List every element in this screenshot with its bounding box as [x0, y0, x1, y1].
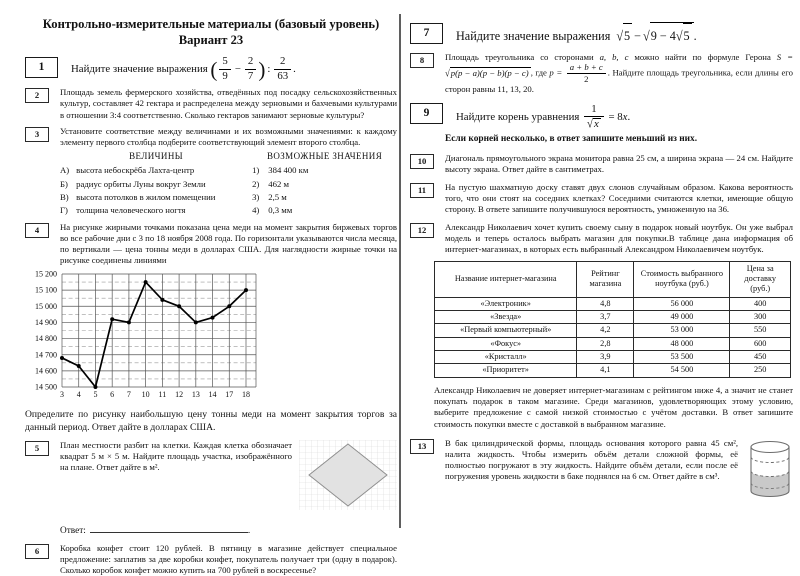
sqrt-expression: √9 − 4√5 [643, 22, 694, 48]
cylinder-tank-figure [747, 440, 793, 503]
variable-x: x [622, 110, 628, 123]
heron-radicand: p(p − a)(p − b)(p − c) [450, 67, 529, 78]
radical-sign: √ [616, 28, 624, 44]
problem-13 [410, 438, 793, 503]
problem-9-body [456, 102, 793, 132]
radical-sign: √ [587, 117, 593, 131]
problem-3-text: Установите соответствие между величинами и их возможными значениями: к каждому элементу первого столбца подберите соответствующий элемент второго столбца. [60, 125, 397, 147]
svg-text:14 600: 14 600 [35, 366, 57, 376]
problem-8 [410, 52, 793, 96]
table-cell: 53 000 [634, 324, 730, 337]
problem-13-text: В бак цилиндрической формы, площадь основания которого равна 45 см², налита жидкость. Чтобы измерить объём детали сложной формы, её полностью погружают в эту жидкость. Найдите объём детали, если после её погружения уровень жидкости в баке поднялся на 6 см. Ответ дайте в см³. [445, 437, 738, 482]
svg-text:6: 6 [110, 390, 115, 400]
problem-3-number: 3 [25, 127, 49, 142]
problem-1-number: 1 [25, 57, 58, 78]
answer-blank [90, 523, 248, 533]
svg-text:7: 7 [126, 390, 131, 400]
table-cell: «Фокус» [435, 337, 577, 350]
problem-6-number: 6 [25, 544, 49, 559]
problem-11-number: 11 [410, 183, 434, 198]
problem-8-body [445, 52, 793, 96]
option-item: 1) 384 400 км [252, 165, 309, 176]
problem-4-number: 4 [25, 223, 49, 238]
heron-radical [445, 67, 531, 79]
paren-close: ) [258, 57, 266, 82]
answer-row [60, 523, 397, 536]
left-column [25, 16, 397, 576]
problem-12 [410, 222, 793, 255]
fraction: $\frac{2}{63}$ [274, 56, 291, 82]
options-header: ВОЗМОЖНЫЕ ЗНАЧЕНИЯ [266, 150, 383, 161]
land-plot-figure [299, 440, 397, 515]
fraction: $\frac{1}{√x}$ [584, 104, 604, 131]
svg-text:14 900: 14 900 [35, 318, 57, 328]
svg-text:10: 10 [141, 390, 150, 400]
table-cell: 53 500 [634, 351, 730, 364]
radical-sign: √ [642, 28, 650, 44]
fraction: $\frac{5}{9}$ [219, 56, 230, 82]
table-cell: 56 000 [634, 297, 730, 310]
value-item: А) высота небоскрёба Лахта-центр [60, 165, 195, 176]
problem-10-text: Диагональ прямоугольного экрана монитора равна 25 см, а ширина экрана — 24 см. Найдите высоту экрана. Ответ дайте в сантиметрах. [445, 152, 793, 174]
shops-table [434, 261, 791, 378]
svg-text:14 800: 14 800 [35, 334, 57, 344]
option-item: 2) 462 м [252, 178, 289, 189]
table-cell: «Кристалл» [435, 351, 577, 364]
svg-text:13: 13 [191, 390, 200, 400]
value-item: В) высота потолков в жилом помещении [60, 191, 216, 202]
sqrt-expression: √5 [616, 23, 632, 48]
fraction-numerator: a + b + c [569, 62, 603, 73]
fraction: $\frac{2}{7}$ [245, 56, 256, 82]
problem-2 [25, 87, 397, 120]
table-cell: «Первый компьютерный» [435, 324, 577, 337]
svg-text:15 200: 15 200 [35, 269, 57, 279]
table-cell: 550 [730, 324, 791, 337]
problem-2-number: 2 [25, 88, 49, 103]
shops-table-body [435, 297, 791, 377]
problem-1-body [71, 56, 397, 83]
problem-10-number: 10 [410, 154, 434, 169]
matching-block [60, 151, 397, 217]
period: . [627, 110, 631, 123]
table-cell: 600 [730, 337, 791, 350]
problem-9-intro: Найдите корень уравнения [456, 110, 580, 123]
minus-sign: − [234, 62, 241, 75]
problem-6 [25, 543, 397, 576]
svg-text:5: 5 [93, 390, 98, 400]
table-cell: 4,8 [577, 297, 634, 310]
problem-7-body [456, 22, 793, 48]
problem-12-number: 12 [410, 223, 434, 238]
value-item: Б) радиус орбиты Луны вокруг Земли [60, 178, 206, 189]
table-cell: 450 [730, 351, 791, 364]
col-header-rating: Рейтинг магазина [577, 261, 634, 297]
value-item: Г) толщина человеческого ногтя [60, 204, 186, 215]
svg-text:14 700: 14 700 [35, 350, 57, 360]
problem-7-intro: Найдите значение выражения [456, 29, 611, 43]
problem-9-number: 9 [410, 103, 443, 124]
answer-period: . [247, 526, 251, 537]
top-ellipse [751, 441, 789, 452]
problem-3-body [60, 126, 397, 217]
paren-open: ( [210, 57, 218, 82]
problem-8-text: , где [530, 67, 547, 78]
problem-11 [410, 182, 793, 215]
table-cell: «Звезда» [435, 310, 577, 323]
period: . [693, 29, 697, 43]
table-cell: 4,1 [577, 364, 634, 377]
problem-9-note: Если корней несколько, в ответ запишите меньший из них. [445, 133, 698, 144]
svg-text:18: 18 [242, 390, 250, 400]
problem-1-intro: Найдите значение выражения [71, 62, 208, 75]
shops-table-head [435, 261, 791, 297]
problem-10 [410, 153, 793, 175]
table-cell: 49 000 [634, 310, 730, 323]
table-cell: 400 [730, 297, 791, 310]
svg-text:11: 11 [158, 390, 167, 400]
answer-label: Ответ: [60, 526, 86, 537]
problem-1 [25, 56, 397, 83]
table-cell: 54 500 [634, 364, 730, 377]
nested-sqrt: √5 [676, 23, 692, 48]
table-row [435, 310, 791, 323]
problem-13-number: 13 [410, 439, 434, 454]
right-column [410, 22, 793, 503]
problem-8-text: Площадь треугольника со сторонами [445, 52, 594, 62]
problem-3 [25, 126, 397, 217]
svg-text:14: 14 [208, 390, 217, 400]
copper-price-chart [12, 269, 397, 408]
svg-text:12: 12 [175, 390, 184, 400]
table-row [435, 337, 791, 350]
page-title [25, 16, 397, 49]
variables: a, b, c [599, 52, 629, 62]
heron-lhs: S = [776, 52, 793, 62]
values-column [60, 151, 252, 217]
minus-sign: − [634, 29, 641, 43]
svg-text:17: 17 [225, 390, 234, 400]
table-row [435, 364, 791, 377]
svg-text:14 500: 14 500 [35, 382, 57, 392]
problem-9 [410, 102, 793, 132]
division-sign: : [267, 62, 271, 75]
radical-sign: √ [675, 28, 683, 44]
values-header: ВЕЛИЧИНЫ [129, 150, 183, 161]
table-cell: 2,8 [577, 337, 634, 350]
table-row [435, 351, 791, 364]
problem-5-number: 5 [25, 441, 49, 456]
problem-8-text: если длины его сторон равны 11, 13, 20. [445, 67, 793, 95]
svg-text:4: 4 [76, 390, 81, 400]
col-header-cost: Стоимость выбранного ноутбука (руб.) [634, 261, 730, 297]
table-cell: «Электроник» [435, 297, 577, 310]
problem-6-text: Коробка конфет стоит 120 рублей. В пятницу в магазине действует специальное предложение: заплатив за две коробки конфет, покупатель получает три (одну в подарок). Сколько коробок конфет можно купить на 700 рублей в воскресенье? [60, 543, 397, 576]
semiperimeter-lhs: p = [549, 67, 563, 78]
problem-8-number: 8 [410, 53, 434, 68]
svg-text:3: 3 [60, 390, 64, 400]
radical-sign: √ [445, 67, 450, 79]
problem-12-outro: Александр Николаевич не доверяет интернет-магазинам с рейтингом ниже 4, а значит не станет покупать подарок в таком магазине. Среди магазинов, удовлетворяющих этому условию, выберите предложение с самой низкой стоимостью с учётом доставки. В ответ запишите стоимость покупки вместе с доставкой в выбранном магазине. [434, 384, 793, 429]
table-cell: «Приоритет» [435, 364, 577, 377]
options-column [252, 151, 397, 217]
sqrt-x [587, 118, 601, 130]
problem-5 [25, 440, 397, 515]
problem-12-intro: Александр Николаевич хочет купить своему сыну в подарок новый ноутбук. Он уже выбрал модель и теперь осталось выбрать магазин для покупки.В таблице дана информация об интернет-магазинах, в которых есть выбранный Александром Николаевичем ноутбук. [445, 222, 793, 255]
option-item: 3) 2,5 м [252, 191, 287, 202]
problem-2-text: Площадь земель фермерского хозяйства, отведённых под посадку сельскохозяйственных культур, составляет 42 гектара и распределена между зерновыми и бахчевыми культурами в отношении 3:4 соответственно. Сколько гектаров занимают зерновые культуры? [60, 87, 397, 120]
table-cell: 4,2 [577, 324, 634, 337]
col-header-shop: Название интернет-магазина [435, 261, 577, 297]
table-row [435, 297, 791, 310]
column-divider [399, 14, 401, 528]
table-header-row [435, 261, 791, 297]
option-item: 4) 0,3 мм [252, 204, 293, 215]
table-cell: 3,9 [577, 351, 634, 364]
problem-11-text: На пустую шахматную доску ставят двух слонов случайным образом. Какова вероятность того, что они стоят на соседних клетках? Соседними считаются клетки, имеющие общую сторону. В ответе запишите получившуюся вероятность, умноженную на 36. [445, 181, 793, 214]
problem-7-number: 7 [410, 23, 443, 44]
table-row [435, 324, 791, 337]
svg-text:15 100: 15 100 [35, 285, 57, 295]
problem-8-text: . Найдите площадь треугольника, [607, 67, 733, 78]
table-cell: 48 000 [634, 337, 730, 350]
period: . [293, 62, 296, 75]
problem-4 [25, 222, 397, 267]
equation-rhs: = 8 [608, 110, 623, 123]
table-cell: 3,7 [577, 310, 634, 323]
problem-5-text: План местности разбит на клетки. Каждая клетка обозначает квадрат 5 м × 5 м. Найдите площадь участка, изображённого на плане. Ответ дайте в м². [60, 440, 292, 473]
svg-text:15 000: 15 000 [35, 302, 57, 312]
table-cell: 250 [730, 364, 791, 377]
problem-4-outro: Определите по рисунку наибольшую цену тонны меди на момент закрытия торгов за данный период. Ответ дайте в долларах США. [25, 409, 397, 433]
title-line-1: Контрольно-измерительные материалы (базовый уровень) [42, 17, 380, 31]
problem-7 [410, 22, 793, 48]
problem-4-intro: На рисунке жирными точками показана цена меди на момент закрытия биржевых торгов во все рабочие дни с 3 по 18 ноября 2008 года. По горизонтали указываются числа месяца, по вертикали — цена тонны меди в долларах США. Для наглядности жирные точки на рисунке соединены линиями [60, 221, 397, 266]
title-line-2: Вариант 23 [178, 33, 244, 48]
table-cell: 300 [730, 310, 791, 323]
problem-8-text: можно найти по формуле Герона [634, 52, 771, 62]
col-header-delivery: Цена за доставку (руб.) [730, 261, 791, 297]
variable-x: x [593, 118, 599, 131]
fraction: $\frac{a + b + c}{2}$ [567, 63, 606, 84]
upper-level-dashed [751, 457, 789, 462]
